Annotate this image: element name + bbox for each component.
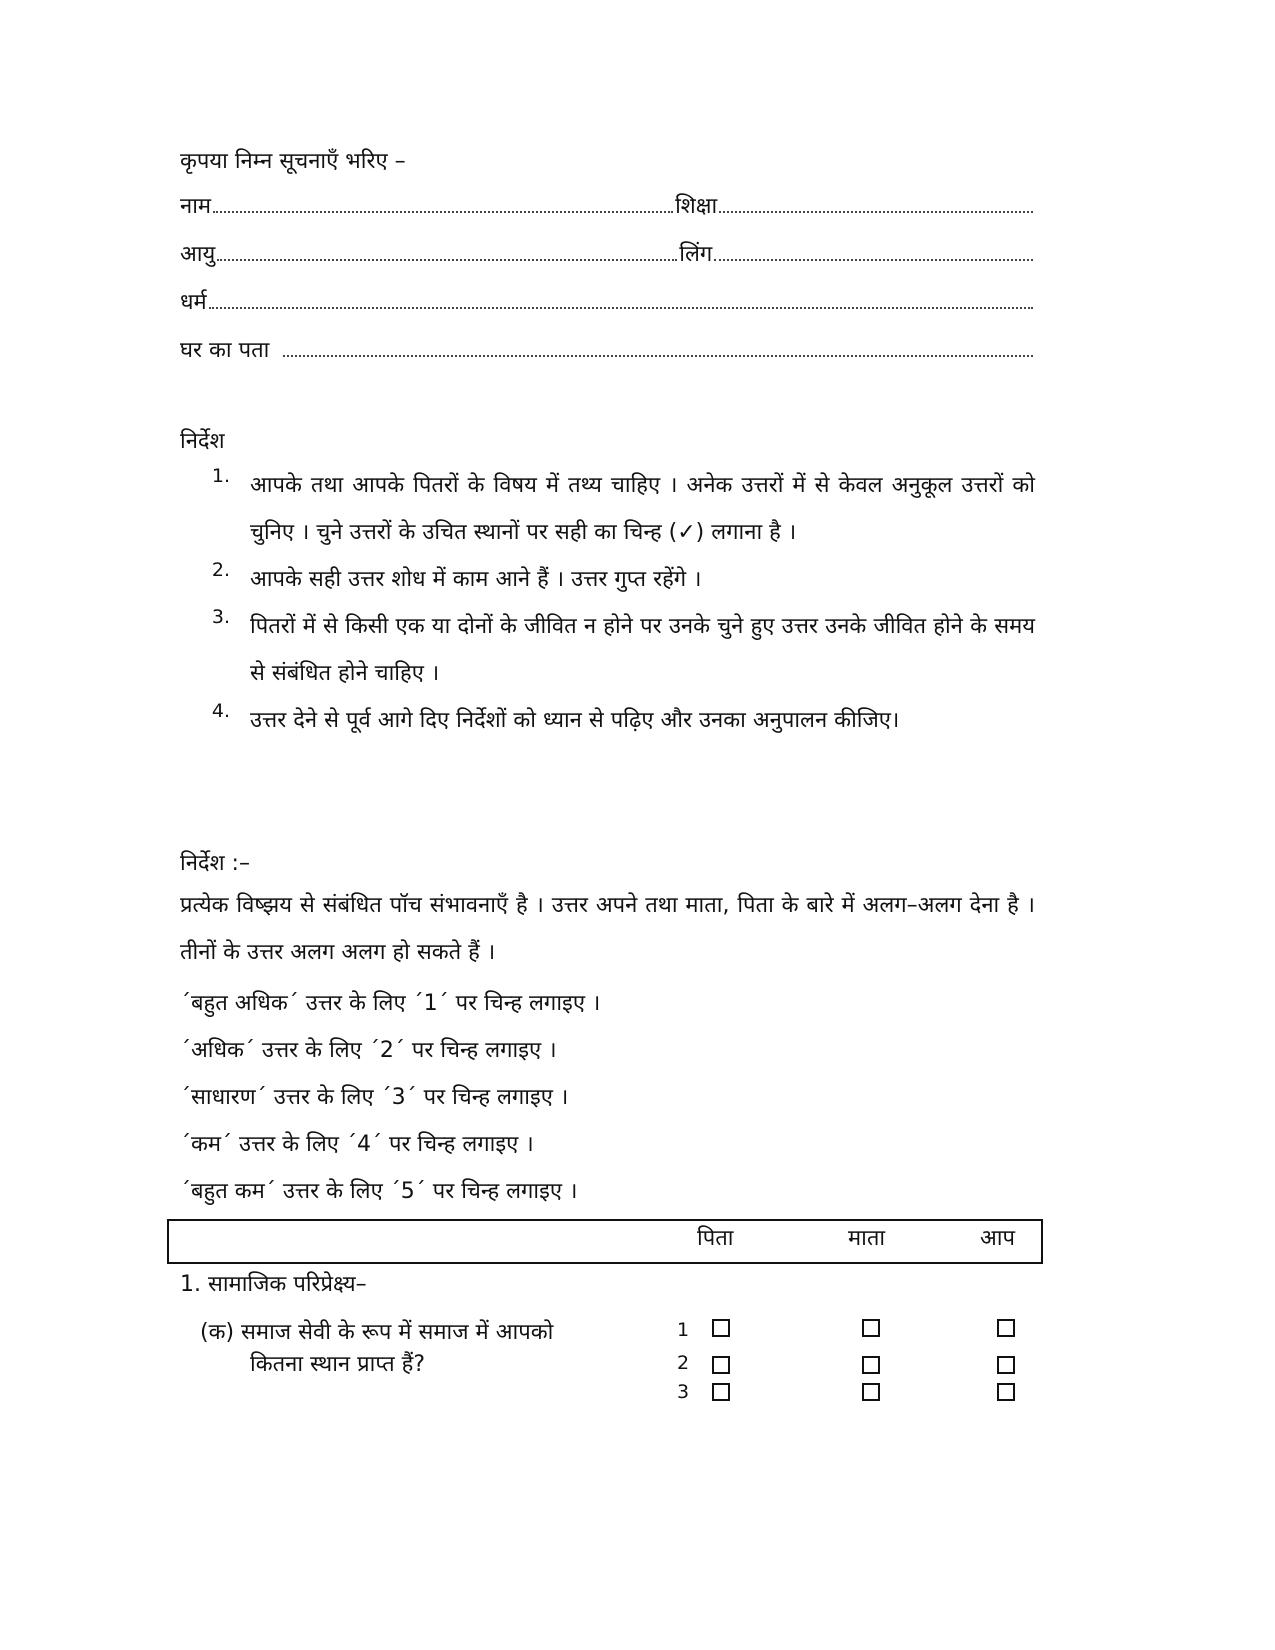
- column-header-mother: माता: [848, 1226, 886, 1251]
- instructions-title: निर्देश: [180, 429, 225, 454]
- address-label: घर का पता: [180, 338, 270, 363]
- field-row-age-gender: [180, 234, 1035, 268]
- list-item-number: 2.: [211, 559, 230, 581]
- checkbox-father-2[interactable]: [712, 1356, 730, 1374]
- option-number-3: 3: [677, 1381, 690, 1403]
- question-text-line-2: कितना स्थान प्राप्त हैं?: [250, 1352, 425, 1377]
- checkbox-self-2[interactable]: [997, 1356, 1015, 1374]
- scale-line-3: ´साधारण´ उत्तर के लिए ´3´ पर चिन्ह लगाइए ।: [180, 1085, 569, 1110]
- checkbox-father-3[interactable]: [712, 1383, 730, 1401]
- instructions-list: [180, 462, 1035, 744]
- education-label: शिक्षा: [675, 194, 718, 219]
- column-header-father: पिता: [697, 1226, 734, 1251]
- age-field[interactable]: [217, 258, 677, 261]
- name-field[interactable]: [213, 210, 673, 213]
- list-item: [180, 697, 1035, 744]
- checkbox-mother-3[interactable]: [862, 1383, 880, 1401]
- scale-line-2: ´अधिक´ उत्तर के लिए ´2´ पर चिन्ह लगाइए ।: [180, 1038, 557, 1063]
- list-item-text: आपके सही उत्तर शोध में काम आने हैं । उत्तर गुप्त रहेंगे ।: [250, 567, 702, 592]
- field-row-name-education: [180, 186, 1035, 220]
- checkbox-father-1[interactable]: [712, 1319, 730, 1337]
- question-text-line-1: (क) समाज सेवी के रूप में समाज में आपको: [200, 1320, 554, 1345]
- list-item-number: 4.: [211, 700, 230, 722]
- instructions-2-title: निर्देश :–: [180, 851, 250, 876]
- list-item-number: 3.: [211, 606, 230, 628]
- field-row-religion: [180, 282, 1035, 316]
- checkbox-self-1[interactable]: [997, 1319, 1015, 1337]
- list-item: [180, 462, 1035, 556]
- list-item-number: 1.: [211, 465, 230, 487]
- instructions-paragraph: प्रत्येक विष्झय से संबंधित पॉच संभावनाएँ है । उत्तर अपने तथा माता, पिता के बारे में अलग–अलग देना है । तीनों के उत्तर अलग अलग हो सकते हैं ।: [180, 893, 1035, 965]
- scale-line-4: ´कम´ उत्तर के लिए ´4´ पर चिन्ह लगाइए ।: [180, 1132, 534, 1157]
- name-label: नाम: [180, 194, 212, 219]
- list-item-text: उत्तर देने से पूर्व आगे दिए निर्देशों को ध्यान से पढ़िए और उनका अनुपालन कीजिए।: [250, 708, 900, 733]
- age-label: आयु: [180, 242, 216, 267]
- list-item-text: पितरों में से किसी एक या दोनों के जीवित न होने पर उनके चुने हुए उत्तर उनके जीवित होने के समय से संबंधित होने चाहिए ।: [250, 614, 1035, 686]
- scale-line-5: ´बहुत कम´ उत्तर के लिए ´5´ पर चिन्ह लगाइए ।: [180, 1179, 578, 1204]
- form-heading: कृपया निम्न सूचनाएँ भरिए –: [180, 149, 406, 174]
- checkbox-mother-1[interactable]: [862, 1319, 880, 1337]
- checkbox-self-3[interactable]: [997, 1383, 1015, 1401]
- option-number-1: 1: [677, 1319, 690, 1341]
- education-field[interactable]: [719, 210, 1033, 213]
- religion-field[interactable]: [209, 306, 1033, 309]
- option-number-2: 2: [677, 1352, 690, 1374]
- list-item-text: आपके तथा आपके पितरों के विषय में तथ्य चाहिए । अनेक उत्तरों में से केवल अनुकूल उत्तरों को चुनिए । चुने उत्तरों के उचित स्थानों पर सही का चिन्ह (✓) लगाना है ।: [250, 473, 1035, 545]
- address-field[interactable]: [283, 354, 1033, 357]
- scale-line-1: ´बहुत अधिक´ उत्तर के लिए ´1´ पर चिन्ह लगाइए ।: [180, 991, 601, 1016]
- religion-label: धर्म: [180, 290, 207, 315]
- gender-label: लिंग: [679, 242, 713, 267]
- list-item: [180, 556, 1035, 603]
- list-item: [180, 603, 1035, 697]
- gender-field[interactable]: [714, 258, 1033, 261]
- checkbox-mother-2[interactable]: [862, 1356, 880, 1374]
- section-title: 1. सामाजिक परिप्रेक्ष्य–: [180, 1272, 367, 1297]
- table-header-box: [167, 1219, 1043, 1264]
- field-row-address: [180, 330, 1035, 364]
- column-header-self: आप: [980, 1226, 1015, 1251]
